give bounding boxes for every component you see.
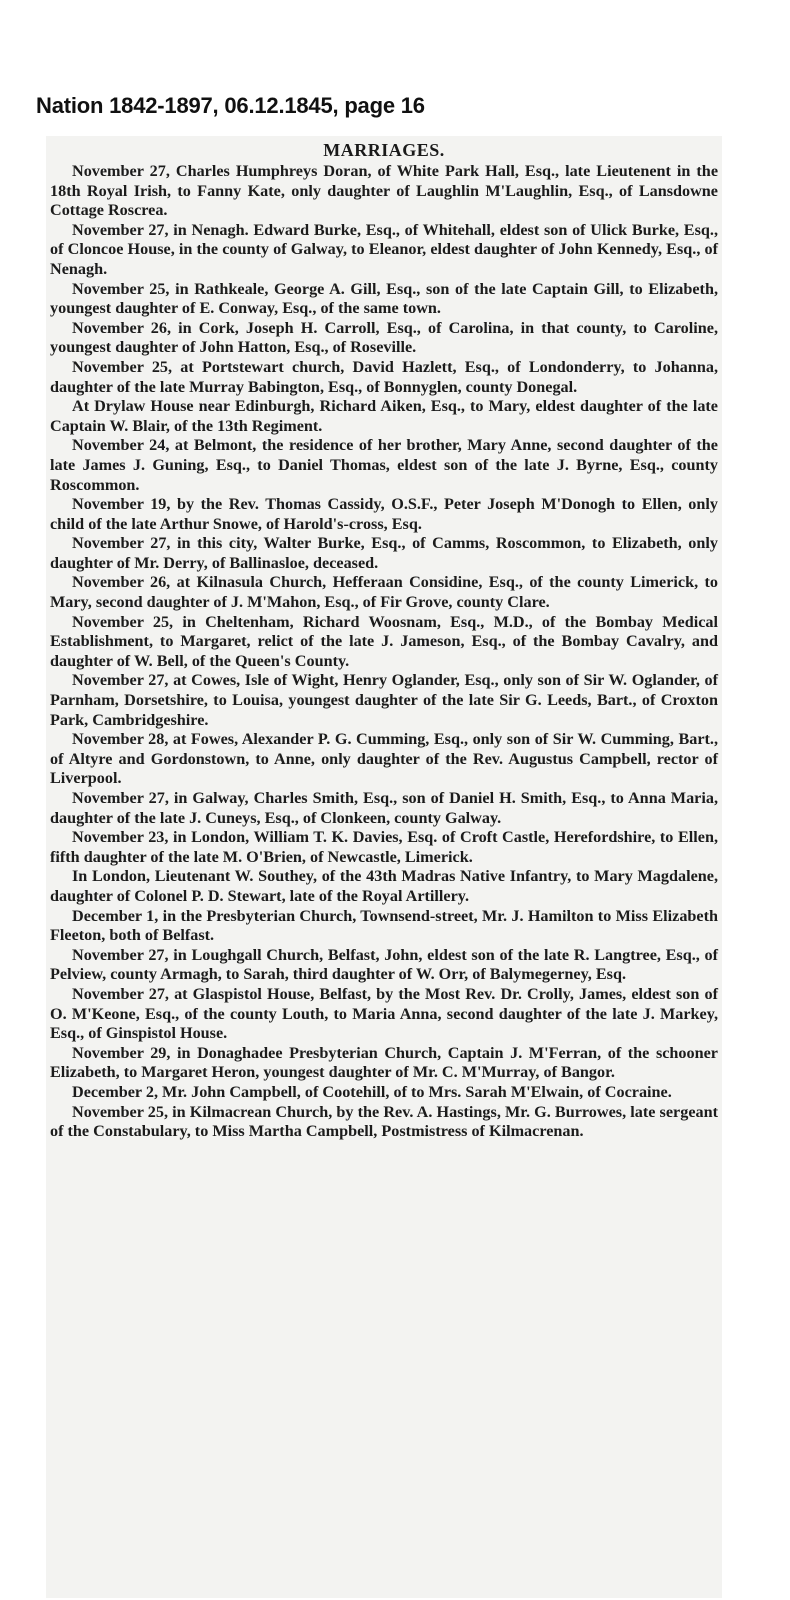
marriage-entry: November 26, at Kilnasula Church, Hefferaan Considine, Esq., of the county Limerick, to Mary, second daughter of J. M'Mahon, Esq., of Fir Grove, county Clare. xyxy=(50,573,718,612)
section-heading: MARRIAGES. xyxy=(323,140,445,160)
newspaper-clipping xyxy=(46,136,722,1598)
marriage-entry: November 27, at Glaspistol House, Belfast, by the Most Rev. Dr. Crolly, James, eldest son of O. M'Keone, Esq., of the county Louth, to Maria Anna, second daughter of the late J. Markey, Esq., of Ginspistol House. xyxy=(50,984,718,1043)
marriage-entry: At Drylaw House near Edinburgh, Richard Aiken, Esq., to Mary, eldest daughter of the late Captain W. Blair, of the 13th Regiment. xyxy=(50,397,718,435)
marriage-entry: November 24, at Belmont, the residence of her brother, Mary Anne, second daughter of the late James J. Guning, Esq., to Daniel Thomas, eldest son of the late J. Byrne, Esq., county Roscommon. xyxy=(50,436,718,494)
marriage-entry: November 25, in Kilmacrean Church, by the Rev. A. Hastings, Mr. G. Burrowes, late sergeant of the Constabulary, to Miss Martha Campbell, Postmistress of Kilmacrenan. xyxy=(50,1102,718,1141)
marriage-entry: November 25, in Cheltenham, Richard Woosnam, Esq., M.D., of the Bombay Medical Establishment, to Margaret, relict of the late J. Jameson, Esq., of the Bombay Cavalry, and daughter of W. Bell, of the Queen's County. xyxy=(50,612,718,670)
marriage-entry: November 26, in Cork, Joseph H. Carroll, Esq., of Carolina, in that county, to Caroline, youngest daughter of John Hatton, Esq., of Roseville. xyxy=(50,318,718,357)
marriage-entry: November 27, in this city, Walter Burke, Esq., of Camms, Roscommon, to Elizabeth, only daughter of Mr. Derry, of Ballinasloe, deceased. xyxy=(50,534,718,572)
marriage-entry: November 28, at Fowes, Alexander P. G. Cumming, Esq., only son of Sir W. Cumming, Bart., of Altyre and Gordonstown, to Anne, only daughter of the Rev. Augustus Campbell, rector of Liverpool. xyxy=(50,730,718,788)
marriage-entries xyxy=(46,162,722,1142)
marriage-entry: November 27, in Loughgall Church, Belfast, John, eldest son of the late R. Langtree, Esq., of Pelview, county Armagh, to Sarah, third daughter of W. Orr, of Balymegerney, Esq. xyxy=(50,945,718,984)
page-title: Nation 1842-1897, 06.12.1845, page 16 xyxy=(36,93,425,118)
marriage-entry: November 27, in Nenagh. Edward Burke, Esq., of Whitehall, eldest son of Ulick Burke, Esq., of Cloncoe House, in the county of Galway, to Eleanor, eldest daughter of John Kennedy, Esq., of Nenagh. xyxy=(50,220,718,278)
marriage-entry: December 2, Mr. John Campbell, of Cootehill, of to Mrs. Sarah M'Elwain, of Cocraine. xyxy=(72,1082,672,1101)
marriage-entry: November 25, at Portstewart church, David Hazlett, Esq., of Londonderry, to Johanna, daughter of the late Murray Babington, Esq., of Bonnyglen, county Donegal. xyxy=(50,357,718,396)
marriage-entry: November 19, by the Rev. Thomas Cassidy, O.S.F., Peter Joseph M'Donogh to Ellen, only child of the late Arthur Snowe, of Harold's-cross, Esq. xyxy=(50,495,718,533)
marriage-entry: November 29, in Donaghadee Presbyterian Church, Captain J. M'Ferran, of the schooner Elizabeth, to Margaret Heron, youngest daughter of Mr. C. M'Murray, of Bangor. xyxy=(50,1043,718,1082)
marriage-entry: November 27, Charles Humphreys Doran, of White Park Hall, Esq., late Lieutenent in the 18th Royal Irish, to Fanny Kate, only daughter of Laughlin M'Laughlin, Esq., of Lansdowne Cottage Roscrea. xyxy=(50,162,718,220)
marriage-entry: November 27, in Galway, Charles Smith, Esq., son of Daniel H. Smith, Esq., to Anna Maria, daughter of the late J. Cuneys, Esq., of Clonkeen, county Galway. xyxy=(50,789,718,827)
marriage-entry: December 1, in the Presbyterian Church, Townsend-street, Mr. J. Hamilton to Miss Elizabeth Fleeton, both of Belfast. xyxy=(50,906,718,945)
marriage-entry: November 23, in London, William T. K. Davies, Esq. of Croft Castle, Herefordshire, to Ellen, fifth daughter of the late M. O'Brien, of Newcastle, Limerick. xyxy=(50,828,718,866)
marriage-entry: In London, Lieutenant W. Southey, of the 43th Madras Native Infantry, to Mary Magdalene, daughter of Colonel P. D. Stewart, late of the Royal Artillery. xyxy=(50,867,718,905)
marriage-entry: November 25, in Rathkeale, George A. Gill, Esq., son of the late Captain Gill, to Elizabeth, youngest daughter of E. Conway, Esq., of the same town. xyxy=(50,279,718,318)
marriage-entry: November 27, at Cowes, Isle of Wight, Henry Oglander, Esq., only son of Sir W. Oglander, of Parnham, Dorsetshire, to Louisa, youngest daughter of the late Sir G. Leeds, Bart., of Croxton Park, Cambridgeshire. xyxy=(50,671,718,729)
